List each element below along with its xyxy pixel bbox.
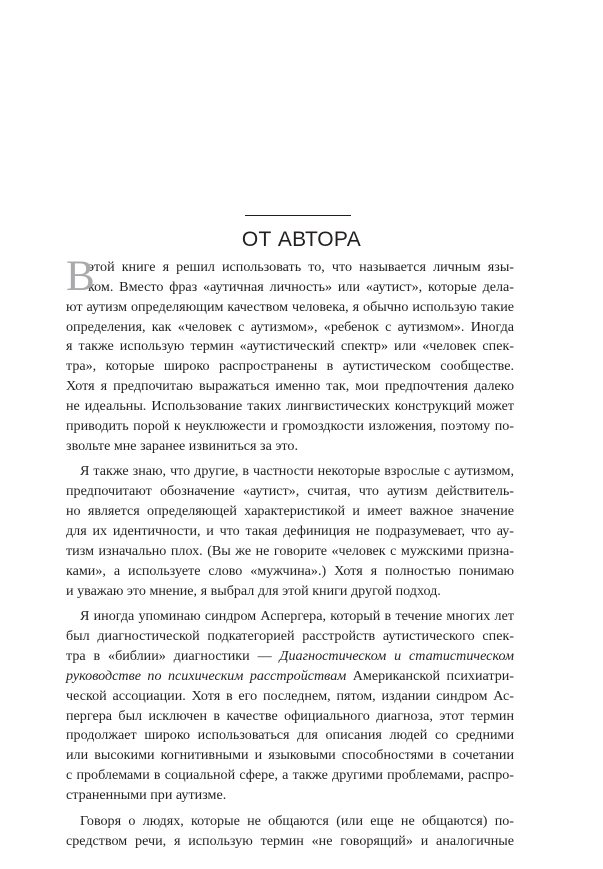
paragraph-4 [66, 812, 514, 852]
body-text [66, 253, 514, 857]
text-segment: Американской психиатри- [346, 667, 514, 684]
text-line: тра», которые широко распространены в аутистическом сообществе. [66, 358, 514, 375]
text-segment: тра в «библии» диагностики — [66, 648, 280, 665]
text-line: страненными при аутизме. [66, 786, 227, 803]
paragraph-1 [66, 253, 514, 456]
text-line: Я иногда упоминаю синдром Аспергера, который в течение многих лет [80, 608, 514, 625]
text-line: Хотя я предпочитаю выражаться именно так, мои предпочтения далеко [66, 378, 514, 395]
text-line: пергера был исключен в качестве официального диагноза, этот термин [66, 707, 514, 724]
text-line: с проблемами в социальной сфере, а также другими проблемами, распро- [66, 767, 514, 784]
italic-title: Диагностическом и статистическом [279, 648, 514, 665]
text-line: был диагностической подкатегорией расстройств аутистического спек- [66, 628, 514, 645]
heading-rule [245, 215, 351, 216]
text-line: я также использую термин «аутистический спектр» или «человек спек- [66, 338, 514, 355]
text-line: тизм изначально плох. (Вы же не говорите «человек с мужскими призна- [66, 542, 514, 559]
italic-title: руководстве по психическим расстройствам [66, 667, 347, 684]
text-line: приводить порой к неуклюжести и громоздкости изложения, поэтому по- [66, 417, 514, 434]
text-line: ют аутизм определяющим качеством человека, я обычно использую такие [66, 298, 514, 315]
text-line: или высокими когнитивными и языковыми способностями в сочетании [66, 747, 514, 764]
text-line: средством речи, я использую термин «не говорящий» и аналогичные [66, 832, 514, 849]
text-line-mixed [66, 667, 514, 687]
text-line: ком. Вместо фраз «аутичная личность» или «аутист», которые дела- [88, 278, 514, 295]
text-line: ческой ассоциации. Хотя в его последнем, пятом, издании синдром Ас- [66, 687, 514, 704]
text-line: Говоря о людях, которые не общаются (или еще не общаются) по- [80, 812, 514, 829]
drop-cap: В [66, 253, 95, 300]
text-line: для их идентичности, и что такая дефиниция не подразумевает, что ау- [66, 522, 514, 539]
text-line: не идеальны. Использование таких лингвистических конструкций может [66, 397, 514, 414]
text-line: продолжает широко использоваться для описания людей со средними [66, 727, 514, 744]
text-line: звольте мне заранее извиниться за это. [66, 437, 298, 454]
text-line: и уважаю это мнение, я выбрал для этой книги другой подход. [66, 582, 441, 599]
chapter-title: ОТ АВТОРА [241, 228, 362, 251]
text-line: ками», а используете слово «мужчина».) Хотя я полностью понимаю [66, 562, 514, 579]
text-line: определения, как «человек с аутизмом», «ребенок с аутизмом». Иногда [66, 318, 514, 335]
paragraph-2 [66, 462, 514, 601]
text-line: Я также знаю, что другие, в частности некоторые взрослые с аутизмом, [80, 463, 514, 480]
text-line: предпочитают обозначение «аутист», считая, что аутизм действитель- [66, 483, 514, 500]
text-line: этой книге я решил использовать то, что называется личным язы- [88, 259, 514, 275]
text-line: но является определяющей характеристикой и имеет важное значение [66, 503, 514, 520]
paragraph-3 [66, 607, 514, 805]
text-line-mixed [66, 647, 514, 667]
